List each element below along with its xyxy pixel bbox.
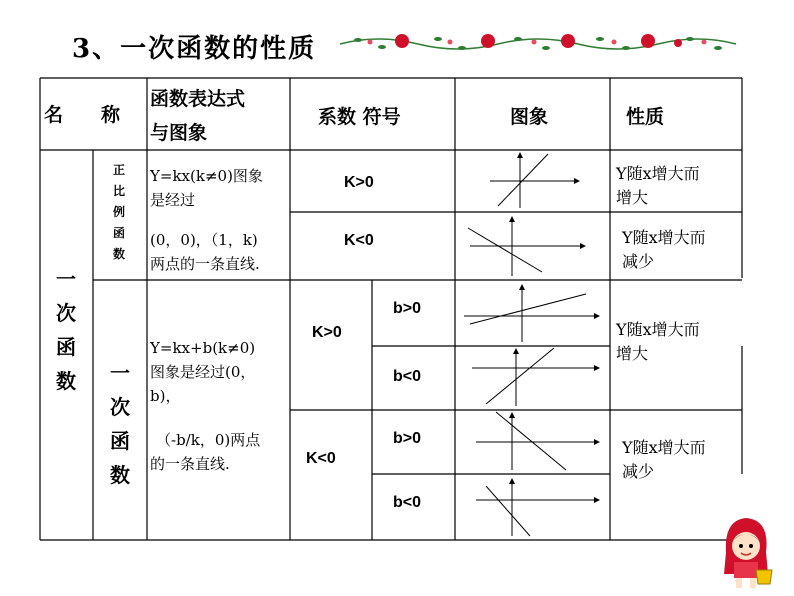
proportional-k-positive: K>0 [344, 174, 374, 191]
graph-proportional-k-negative [462, 212, 592, 280]
linear-function-group-label: 一次函数 [56, 267, 76, 393]
linear-prop-increase-line2: 增大 [616, 344, 649, 363]
linear-function-label: 一次函数 [110, 361, 130, 487]
header-graph: 图象 [510, 106, 549, 128]
proportional-k-negative: K<0 [344, 232, 374, 249]
linear-expr-line4: （-b/k，0)两点 [156, 431, 261, 449]
linear-expr-line2: 图象是经过(0， [150, 363, 256, 381]
linear-expr-line3: b)， [150, 387, 181, 405]
proportional-prop-decrease-line2: 减少 [622, 252, 655, 271]
little-red-riding-hood-icon [716, 512, 776, 592]
proportional-prop-decrease-line1: Y随x增大而 [622, 228, 706, 247]
linear-prop-increase-line1: Y随x增大而 [616, 320, 700, 339]
page-title: 3、一次函数的性质 [72, 34, 317, 64]
header-name: 名 称 [44, 104, 121, 126]
proportional-expr-line2: 是经过 [150, 191, 196, 209]
header-property: 性质 [626, 106, 665, 128]
linear-k-positive: K>0 [312, 324, 342, 341]
graph-linear-k-positive-b-positive [456, 280, 606, 346]
header-coefficient-sign: 系数 符号 [318, 106, 401, 128]
linear-prop-decrease-line1: Y随x增大而 [622, 438, 706, 457]
proportional-expr-line1: Y=kx(k≠0)图象 [150, 167, 263, 185]
linear-prop-decrease-line2: 减少 [622, 462, 655, 481]
proportional-prop-increase-line2: 增大 [616, 188, 649, 207]
linear-k-negative: K<0 [306, 450, 336, 467]
proportional-expr-line4: 两点的一条直线. [150, 255, 260, 273]
linear-b-positive-1: b>0 [393, 300, 422, 317]
proportional-prop-increase-line1: Y随x增大而 [616, 164, 700, 183]
linear-b-positive-2: b>0 [393, 430, 422, 447]
linear-b-negative-1: b<0 [393, 368, 422, 385]
graph-linear-k-negative-b-positive [456, 410, 606, 474]
header-expression-line1: 函数表达式 [150, 88, 246, 110]
proportional-function-label: 正比例函数 [112, 163, 125, 261]
linear-expr-line1: Y=kx+b(k≠0) [150, 339, 256, 357]
graph-proportional-k-positive [480, 150, 580, 212]
header-expression-line2: 与图象 [150, 122, 208, 144]
graph-linear-k-positive-b-negative [456, 346, 606, 410]
proportional-expr-line3: (0，0)，（1，k) [150, 231, 258, 249]
linear-expr-line5: 的一条直线. [150, 455, 230, 473]
linear-b-negative-2: b<0 [393, 494, 422, 511]
graph-linear-k-negative-b-negative [456, 474, 606, 540]
